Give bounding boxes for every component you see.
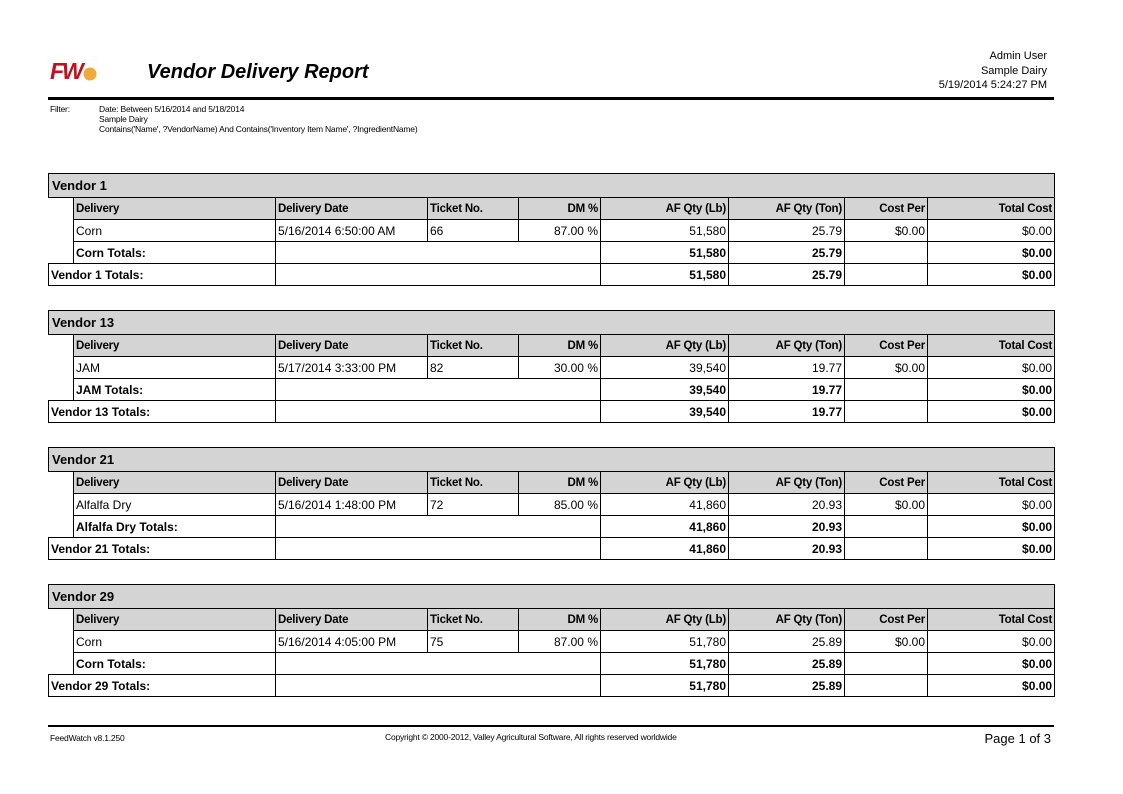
table-row	[49, 494, 1055, 516]
cost-per: $0.00	[845, 494, 928, 516]
filter-line: Contains('Name', ?VendorName) And Contains('Inventory Item Name', ?IngredientName)	[99, 124, 418, 134]
item-totals-row	[49, 653, 1055, 675]
cost-per: $0.00	[845, 220, 928, 242]
column-header: Ticket No.	[428, 335, 519, 357]
column-header: Cost Per	[845, 472, 928, 494]
af-qty-ton: 25.79	[729, 264, 845, 286]
vendor-totals-row	[49, 264, 1055, 286]
site-name: Sample Dairy	[980, 64, 1047, 77]
af-qty-ton: 25.89	[729, 631, 845, 653]
column-header: Delivery Date	[276, 335, 428, 357]
vendor-totals-label: Vendor 1 Totals:	[49, 264, 276, 286]
column-header: Delivery Date	[276, 609, 428, 631]
vendor-block	[48, 173, 1054, 286]
total-cost: $0.00	[928, 538, 1055, 560]
item-totals-label: JAM Totals:	[74, 379, 276, 401]
total-cost: $0.00	[928, 494, 1055, 516]
column-header: Cost Per	[845, 609, 928, 631]
column-header: Total Cost	[928, 609, 1055, 631]
column-header: Ticket No.	[428, 198, 519, 220]
page-indicator: Page 1 of 3	[984, 731, 1051, 746]
column-header: Delivery Date	[276, 198, 428, 220]
delivery-date: 5/16/2014 6:50:00 AM	[276, 220, 428, 242]
ticket-no: 82	[428, 357, 519, 379]
column-header: AF Qty (Lb)	[601, 198, 729, 220]
delivery-item: JAM	[74, 357, 276, 379]
vendor-block	[48, 310, 1054, 423]
total-cost: $0.00	[928, 675, 1055, 697]
page-title: Vendor Delivery Report	[147, 61, 369, 83]
af-qty-ton: 20.93	[729, 538, 845, 560]
af-qty-ton: 25.79	[729, 220, 845, 242]
af-qty-ton: 25.89	[729, 653, 845, 675]
column-header: AF Qty (Ton)	[729, 335, 845, 357]
filter-line: Date: Between 5/16/2014 and 5/18/2014	[99, 104, 245, 114]
item-totals-label: Corn Totals:	[74, 653, 276, 675]
header-rule	[48, 97, 1054, 100]
copyright: Copyright © 2000-2012, Valley Agricultural Software, All rights reserved worldwide	[385, 732, 677, 742]
vendor-totals-row	[49, 538, 1055, 560]
af-qty-lb: 41,860	[601, 494, 729, 516]
vendor-totals-row	[49, 675, 1055, 697]
ticket-no: 66	[428, 220, 519, 242]
cost-per: $0.00	[845, 357, 928, 379]
af-qty-lb: 51,780	[601, 675, 729, 697]
column-header: Ticket No.	[428, 472, 519, 494]
column-header: DM %	[519, 198, 601, 220]
af-qty-lb: 51,580	[601, 220, 729, 242]
af-qty-lb: 51,580	[601, 264, 729, 286]
user-name: Admin User	[989, 50, 1047, 62]
cost-per: $0.00	[845, 631, 928, 653]
logo-text: FW	[50, 58, 82, 84]
dm-percent: 87.00 %	[519, 631, 601, 653]
dm-percent: 85.00 %	[519, 494, 601, 516]
delivery-item: Corn	[74, 631, 276, 653]
vendor-name: Vendor 13	[49, 311, 1055, 335]
af-qty-ton: 19.77	[729, 379, 845, 401]
item-totals-label: Corn Totals:	[74, 242, 276, 264]
af-qty-lb: 39,540	[601, 401, 729, 423]
af-qty-ton: 19.77	[729, 357, 845, 379]
af-qty-lb: 41,860	[601, 538, 729, 560]
dm-percent: 30.00 %	[519, 357, 601, 379]
af-qty-lb: 51,780	[601, 653, 729, 675]
filter-line: Sample Dairy	[99, 114, 148, 124]
total-cost: $0.00	[928, 357, 1055, 379]
filter-label: Filter:	[50, 104, 70, 114]
dm-percent: 87.00 %	[519, 220, 601, 242]
column-header: Total Cost	[928, 198, 1055, 220]
column-header: Delivery Date	[276, 472, 428, 494]
report-header	[48, 47, 1054, 101]
vendor-name: Vendor 21	[49, 448, 1055, 472]
column-header: Delivery	[74, 335, 276, 357]
item-totals-row	[49, 242, 1055, 264]
item-totals-row	[49, 379, 1055, 401]
af-qty-ton: 20.93	[729, 516, 845, 538]
column-header: Total Cost	[928, 335, 1055, 357]
fw-logo-icon	[50, 58, 98, 84]
generated-timestamp: 5/19/2014 5:24:27 PM	[938, 79, 1047, 91]
af-qty-ton: 25.79	[729, 242, 845, 264]
column-header: Cost Per	[845, 198, 928, 220]
total-cost: $0.00	[928, 264, 1055, 286]
vendor-name: Vendor 29	[49, 585, 1055, 609]
app-version: FeedWatch v8.1.250	[50, 733, 125, 743]
total-cost: $0.00	[928, 653, 1055, 675]
af-qty-lb: 51,580	[601, 242, 729, 264]
total-cost: $0.00	[928, 220, 1055, 242]
total-cost: $0.00	[928, 242, 1055, 264]
column-header: AF Qty (Lb)	[601, 609, 729, 631]
total-cost: $0.00	[928, 516, 1055, 538]
column-header: Delivery	[74, 609, 276, 631]
af-qty-lb: 41,860	[601, 516, 729, 538]
delivery-item: Corn	[74, 220, 276, 242]
af-qty-lb: 39,540	[601, 357, 729, 379]
delivery-date: 5/17/2014 3:33:00 PM	[276, 357, 428, 379]
column-header: DM %	[519, 472, 601, 494]
column-header: DM %	[519, 609, 601, 631]
column-header: Ticket No.	[428, 609, 519, 631]
ticket-no: 75	[428, 631, 519, 653]
vendor-totals-label: Vendor 21 Totals:	[49, 538, 276, 560]
item-totals-label: Alfalfa Dry Totals:	[74, 516, 276, 538]
column-header: Cost Per	[845, 335, 928, 357]
table-row	[49, 357, 1055, 379]
table-row	[49, 220, 1055, 242]
column-header: AF Qty (Ton)	[729, 198, 845, 220]
column-header: Delivery	[74, 472, 276, 494]
vendor-block	[48, 584, 1054, 697]
af-qty-ton: 19.77	[729, 401, 845, 423]
delivery-date: 5/16/2014 4:05:00 PM	[276, 631, 428, 653]
af-qty-lb: 51,780	[601, 631, 729, 653]
total-cost: $0.00	[928, 379, 1055, 401]
af-qty-lb: 39,540	[601, 379, 729, 401]
total-cost: $0.00	[928, 401, 1055, 423]
total-cost: $0.00	[928, 631, 1055, 653]
column-header: AF Qty (Ton)	[729, 609, 845, 631]
column-header: AF Qty (Ton)	[729, 472, 845, 494]
column-header: AF Qty (Lb)	[601, 472, 729, 494]
vendor-block	[48, 447, 1054, 560]
af-qty-ton: 20.93	[729, 494, 845, 516]
column-header: DM %	[519, 335, 601, 357]
ticket-no: 72	[428, 494, 519, 516]
item-totals-row	[49, 516, 1055, 538]
table-row	[49, 631, 1055, 653]
delivery-date: 5/16/2014 1:48:00 PM	[276, 494, 428, 516]
user-info	[939, 49, 1047, 93]
vendor-totals-row	[49, 401, 1055, 423]
footer-rule	[48, 725, 1054, 727]
column-header: Total Cost	[928, 472, 1055, 494]
delivery-item: Alfalfa Dry	[74, 494, 276, 516]
vendor-totals-label: Vendor 29 Totals:	[49, 675, 276, 697]
vendor-name: Vendor 1	[49, 174, 1055, 198]
column-header: AF Qty (Lb)	[601, 335, 729, 357]
vendor-totals-label: Vendor 13 Totals:	[49, 401, 276, 423]
af-qty-ton: 25.89	[729, 675, 845, 697]
column-header: Delivery	[74, 198, 276, 220]
